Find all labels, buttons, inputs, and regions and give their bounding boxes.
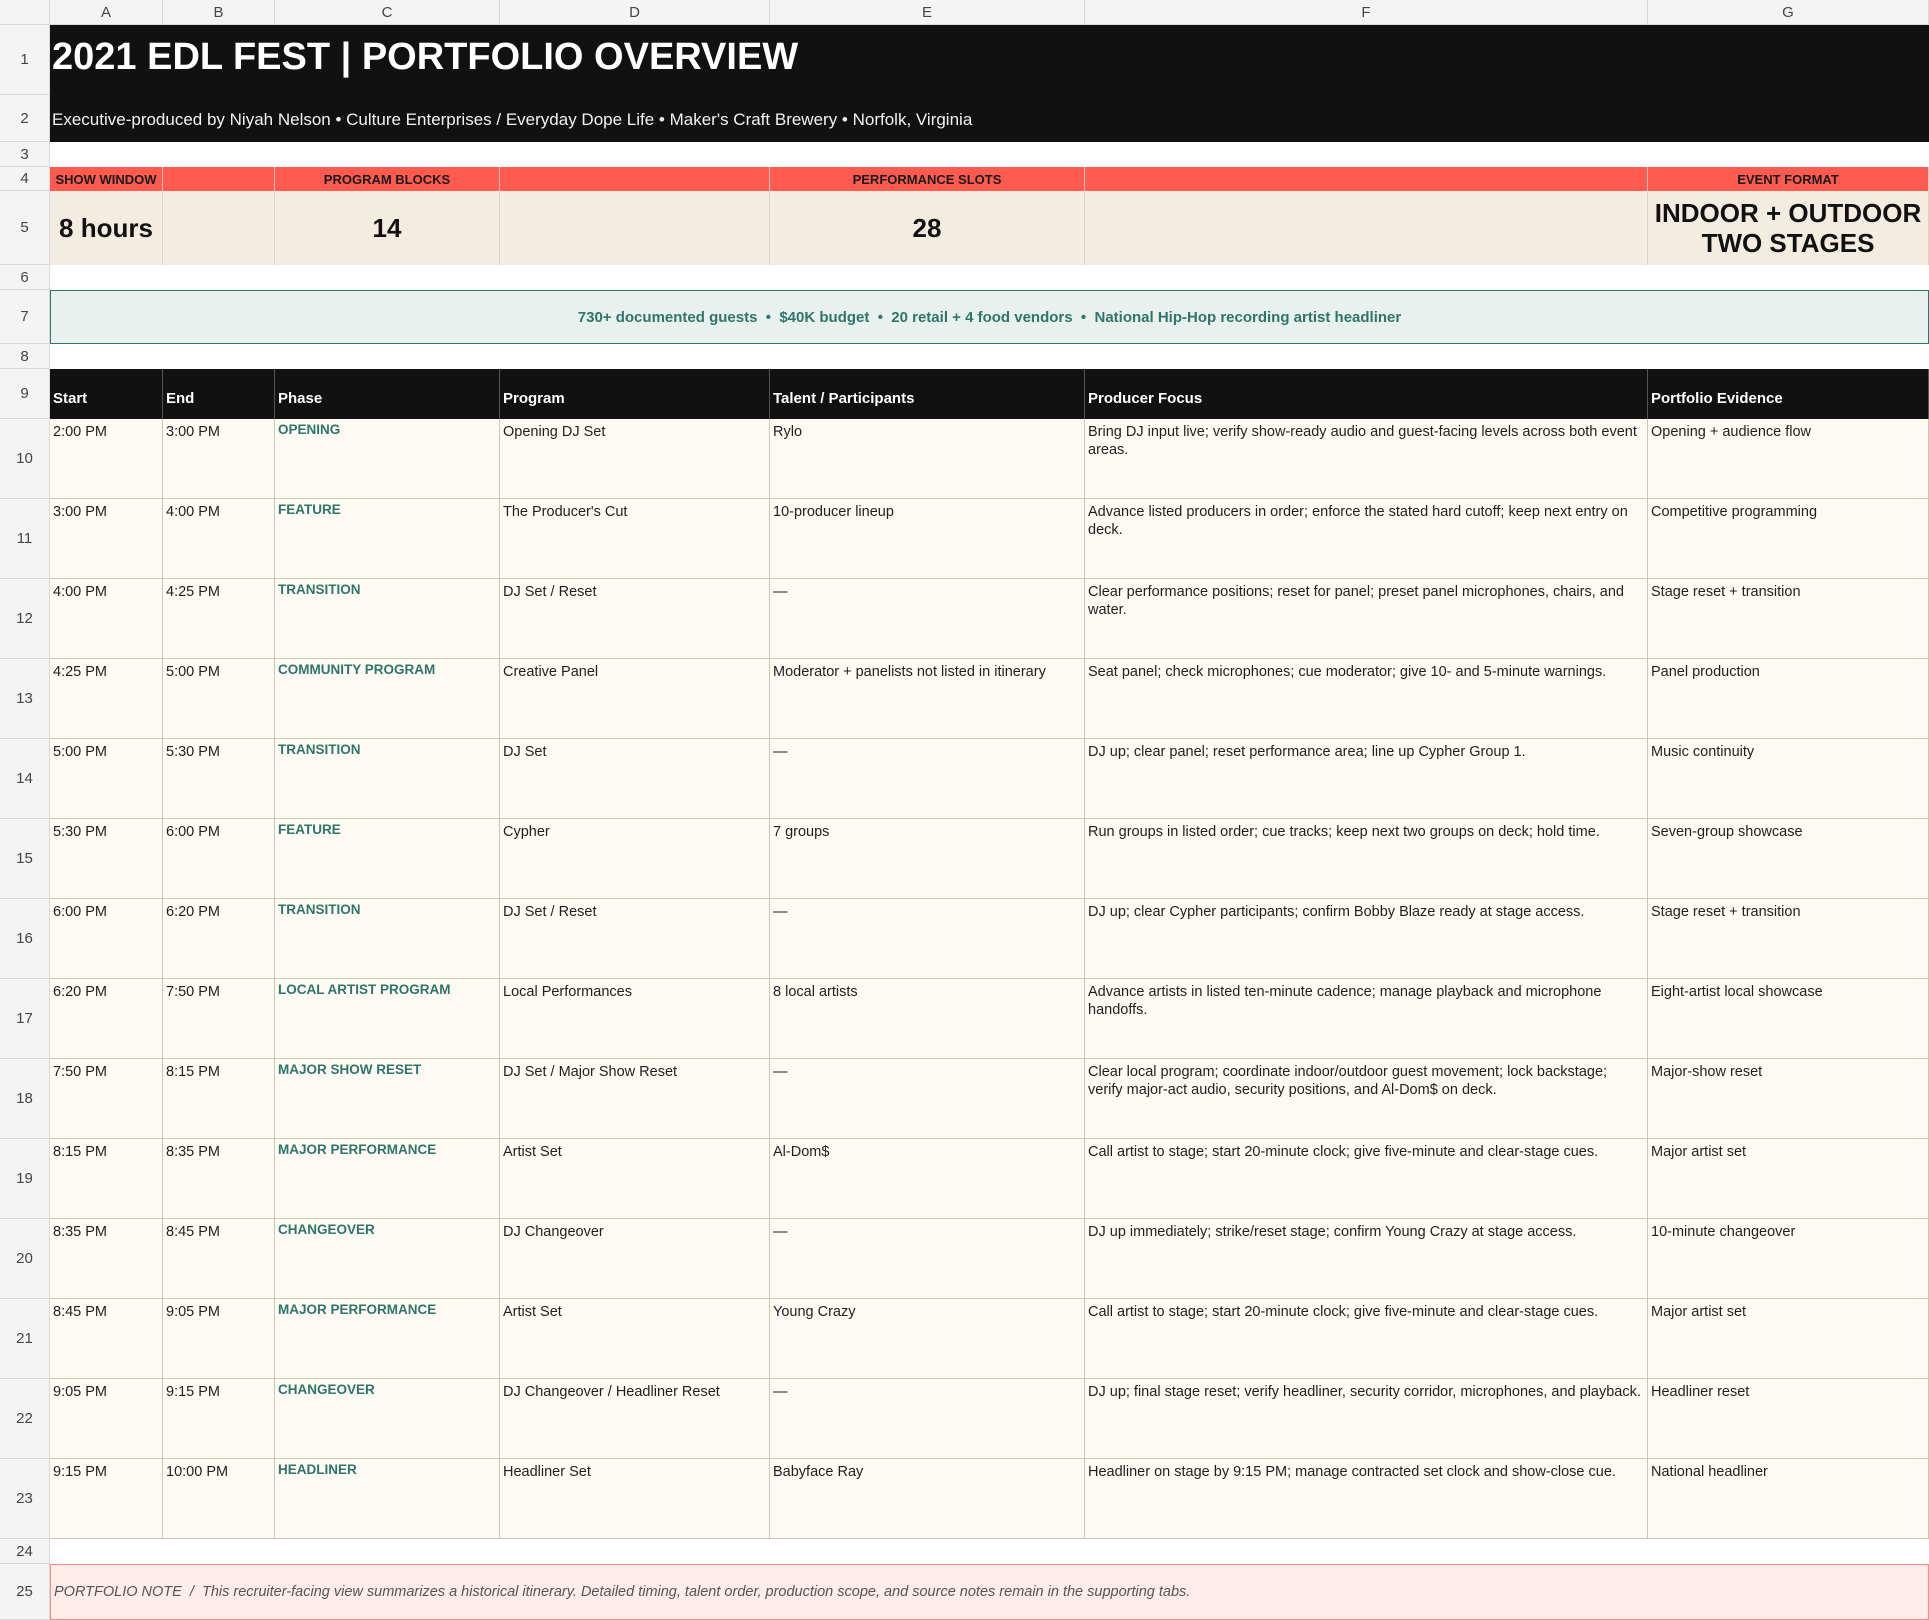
table-cell-focus[interactable]: Call artist to stage; start 20-minute clock; give five-minute and clear-stage cues. [1085, 1299, 1648, 1379]
table-cell-start[interactable]: 3:00 PM [50, 499, 163, 579]
table-cell-program[interactable]: DJ Set / Major Show Reset [500, 1059, 770, 1139]
table-cell-talent[interactable]: Rylo [770, 419, 1085, 499]
table-cell-evidence[interactable]: 10-minute changeover [1648, 1219, 1929, 1299]
table-cell-start[interactable]: 4:00 PM [50, 579, 163, 659]
table-cell-start[interactable]: 9:05 PM [50, 1379, 163, 1459]
table-cell-end[interactable]: 8:35 PM [163, 1139, 275, 1219]
table-cell-program[interactable]: Headliner Set [500, 1459, 770, 1539]
row-header[interactable]: 21 [0, 1299, 50, 1379]
row-header[interactable]: 25 [0, 1564, 50, 1620]
table-cell-program[interactable]: Artist Set [500, 1139, 770, 1219]
table-cell-focus[interactable]: Advance artists in listed ten-minute cadence; manage playback and microphone handoffs. [1085, 979, 1648, 1059]
row-header[interactable]: 5 [0, 191, 50, 265]
kpi-label-spacer[interactable] [500, 167, 770, 191]
portfolio-note[interactable]: PORTFOLIO NOTE / This recruiter-facing view summarizes a historical itinerary. Detailed timing, talent order, production scope, and source notes remain in the supporting tabs. [50, 1564, 1929, 1620]
table-cell-start[interactable]: 5:00 PM [50, 739, 163, 819]
table-cell-end[interactable]: 6:20 PM [163, 899, 275, 979]
column-header-c[interactable]: C [275, 0, 500, 25]
row-header[interactable]: 20 [0, 1219, 50, 1299]
table-cell-end[interactable]: 9:05 PM [163, 1299, 275, 1379]
table-cell-focus[interactable]: Clear performance positions; reset for panel; preset panel microphones, chairs, and water. [1085, 579, 1648, 659]
table-cell-start[interactable]: 6:00 PM [50, 899, 163, 979]
table-cell-end[interactable]: 10:00 PM [163, 1459, 275, 1539]
table-cell-evidence[interactable]: Eight-artist local showcase [1648, 979, 1929, 1059]
kpi-value-spacer[interactable] [1085, 191, 1648, 265]
kpi-label-program-blocks[interactable]: PROGRAM BLOCKS [275, 167, 500, 191]
table-cell-start[interactable]: 2:00 PM [50, 419, 163, 499]
table-cell-evidence[interactable]: Competitive programming [1648, 499, 1929, 579]
table-cell-phase[interactable]: FEATURE [275, 499, 500, 579]
row-header[interactable]: 7 [0, 290, 50, 344]
event-format-line1: INDOOR + OUTDOOR [1654, 198, 1922, 228]
table-cell-talent[interactable]: Moderator + panelists not listed in itinerary [770, 659, 1085, 739]
table-cell-focus[interactable]: Advance listed producers in order; enforce the stated hard cutoff; keep next entry on deck. [1085, 499, 1648, 579]
table-cell-end[interactable]: 5:30 PM [163, 739, 275, 819]
table-cell-start[interactable]: 4:25 PM [50, 659, 163, 739]
table-cell-start[interactable]: 7:50 PM [50, 1059, 163, 1139]
table-cell-phase[interactable]: HEADLINER [275, 1459, 500, 1539]
table-cell-focus[interactable]: Call artist to stage; start 20-minute clock; give five-minute and clear-stage cues. [1085, 1139, 1648, 1219]
column-header-b[interactable]: B [163, 0, 275, 25]
row-header[interactable]: 19 [0, 1139, 50, 1219]
table-cell-focus[interactable]: DJ up; clear Cypher participants; confirm Bobby Blaze ready at stage access. [1085, 899, 1648, 979]
table-cell-talent[interactable]: — [770, 899, 1085, 979]
table-cell-focus[interactable]: Headliner on stage by 9:15 PM; manage contracted set clock and show-close cue. [1085, 1459, 1648, 1539]
table-cell-focus[interactable]: Run groups in listed order; cue tracks; keep next two groups on deck; hold time. [1085, 819, 1648, 899]
table-cell-evidence[interactable]: Major artist set [1648, 1139, 1929, 1219]
table-cell-end[interactable]: 5:00 PM [163, 659, 275, 739]
column-title[interactable]: Producer Focus [1085, 369, 1648, 419]
table-cell-end[interactable]: 6:00 PM [163, 819, 275, 899]
table-cell-evidence[interactable]: Seven-group showcase [1648, 819, 1929, 899]
table-cell-phase[interactable]: TRANSITION [275, 739, 500, 819]
row-header[interactable]: 12 [0, 579, 50, 659]
column-header-a[interactable]: A [50, 0, 163, 25]
table-cell-focus[interactable]: Seat panel; check microphones; cue moderator; give 10- and 5-minute warnings. [1085, 659, 1648, 739]
table-cell-start[interactable]: 8:45 PM [50, 1299, 163, 1379]
event-format-line2: TWO STAGES [1701, 228, 1875, 258]
table-cell-phase[interactable]: TRANSITION [275, 579, 500, 659]
table-cell-talent[interactable]: — [770, 1059, 1085, 1139]
row-header[interactable]: 6 [0, 265, 50, 290]
column-header-f[interactable]: F [1085, 0, 1648, 25]
table-cell-talent[interactable]: 7 groups [770, 819, 1085, 899]
kpi-value-performance-slots[interactable]: 28 [770, 191, 1085, 265]
table-cell-talent[interactable]: 8 local artists [770, 979, 1085, 1059]
column-title[interactable]: Portfolio Evidence [1648, 369, 1929, 419]
row-header[interactable]: 23 [0, 1459, 50, 1539]
kpi-label-spacer[interactable] [163, 167, 275, 191]
table-cell-program[interactable]: DJ Set [500, 739, 770, 819]
kpi-label-performance-slots[interactable]: PERFORMANCE SLOTS [770, 167, 1085, 191]
table-cell-end[interactable]: 4:25 PM [163, 579, 275, 659]
table-cell-talent[interactable]: — [770, 1219, 1085, 1299]
table-cell-evidence[interactable]: National headliner [1648, 1459, 1929, 1539]
table-cell-talent[interactable]: — [770, 1379, 1085, 1459]
row-header[interactable]: 1 [0, 25, 50, 95]
column-title[interactable]: Talent / Participants [770, 369, 1085, 419]
column-header-g[interactable]: G [1648, 0, 1929, 25]
table-cell-phase[interactable]: MAJOR SHOW RESET [275, 1059, 500, 1139]
table-cell-program[interactable]: Artist Set [500, 1299, 770, 1379]
page-subtitle[interactable]: Executive-produced by Niyah Nelson • Culture Enterprises / Everyday Dope Life • Maker's Craft Brewery • Norfolk, Virginia [52, 110, 973, 129]
column-title[interactable]: Start [50, 369, 163, 419]
row-header[interactable]: 3 [0, 142, 50, 167]
table-cell-end[interactable]: 4:00 PM [163, 499, 275, 579]
table-cell-program[interactable]: The Producer's Cut [500, 499, 770, 579]
table-cell-phase[interactable]: CHANGEOVER [275, 1379, 500, 1459]
table-cell-program[interactable]: Opening DJ Set [500, 419, 770, 499]
table-cell-evidence[interactable]: Headliner reset [1648, 1379, 1929, 1459]
table-cell-phase[interactable]: TRANSITION [275, 899, 500, 979]
table-cell-phase[interactable]: LOCAL ARTIST PROGRAM [275, 979, 500, 1059]
kpi-value-program-blocks[interactable]: 14 [275, 191, 500, 265]
select-all-corner[interactable] [0, 0, 50, 25]
table-cell-end[interactable]: 8:15 PM [163, 1059, 275, 1139]
table-cell-talent[interactable]: Babyface Ray [770, 1459, 1085, 1539]
row-header[interactable]: 11 [0, 499, 50, 579]
row-header[interactable]: 24 [0, 1539, 50, 1564]
table-cell-program[interactable]: DJ Set / Reset [500, 579, 770, 659]
table-cell-phase[interactable]: FEATURE [275, 819, 500, 899]
row-header[interactable]: 2 [0, 95, 50, 142]
kpi-value-show-window[interactable]: 8 hours [50, 191, 163, 265]
table-cell-evidence[interactable]: Opening + audience flow [1648, 419, 1929, 499]
table-cell-end[interactable]: 3:00 PM [163, 419, 275, 499]
table-cell-focus[interactable]: Clear local program; coordinate indoor/outdoor guest movement; lock backstage; verify major-act audio, security positions, and Al-Dom$ on deck. [1085, 1059, 1648, 1139]
table-cell-program[interactable]: DJ Set / Reset [500, 899, 770, 979]
table-cell-phase[interactable]: MAJOR PERFORMANCE [275, 1139, 500, 1219]
table-cell-program[interactable]: DJ Changeover [500, 1219, 770, 1299]
table-cell-start[interactable]: 6:20 PM [50, 979, 163, 1059]
table-cell-talent[interactable]: Al-Dom$ [770, 1139, 1085, 1219]
kpi-label-show-window[interactable]: SHOW WINDOW [50, 167, 163, 191]
table-cell-start[interactable]: 5:30 PM [50, 819, 163, 899]
table-cell-end[interactable]: 7:50 PM [163, 979, 275, 1059]
table-cell-start[interactable]: 8:35 PM [50, 1219, 163, 1299]
kpi-label-spacer[interactable] [1085, 167, 1648, 191]
table-cell-evidence[interactable]: Major-show reset [1648, 1059, 1929, 1139]
row-header[interactable]: 14 [0, 739, 50, 819]
table-cell-evidence[interactable]: Panel production [1648, 659, 1929, 739]
table-cell-focus[interactable]: DJ up; final stage reset; verify headliner, security corridor, microphones, and playback. [1085, 1379, 1648, 1459]
table-cell-evidence[interactable]: Stage reset + transition [1648, 579, 1929, 659]
table-cell-phase[interactable]: CHANGEOVER [275, 1219, 500, 1299]
table-cell-start[interactable]: 9:15 PM [50, 1459, 163, 1539]
row-header[interactable]: 13 [0, 659, 50, 739]
column-title[interactable]: Program [500, 369, 770, 419]
column-title[interactable]: Phase [275, 369, 500, 419]
row-header[interactable]: 10 [0, 419, 50, 499]
row-header[interactable]: 9 [0, 369, 50, 419]
table-cell-start[interactable]: 8:15 PM [50, 1139, 163, 1219]
column-title[interactable]: End [163, 369, 275, 419]
table-cell-program[interactable]: Local Performances [500, 979, 770, 1059]
row-header[interactable]: 22 [0, 1379, 50, 1459]
column-header-e[interactable]: E [770, 0, 1085, 25]
table-cell-program[interactable]: Cypher [500, 819, 770, 899]
kpi-value-event-format[interactable] [1648, 191, 1929, 265]
table-cell-program[interactable]: DJ Changeover / Headliner Reset [500, 1379, 770, 1459]
table-cell-phase[interactable]: OPENING [275, 419, 500, 499]
table-cell-talent[interactable]: Young Crazy [770, 1299, 1085, 1379]
kpi-label-event-format[interactable]: EVENT FORMAT [1648, 167, 1929, 191]
table-cell-evidence[interactable]: Music continuity [1648, 739, 1929, 819]
table-cell-evidence[interactable]: Stage reset + transition [1648, 899, 1929, 979]
table-cell-end[interactable]: 9:15 PM [163, 1379, 275, 1459]
table-cell-talent[interactable]: 10-producer lineup [770, 499, 1085, 579]
summary-banner[interactable]: 730+ documented guests • $40K budget • 20 retail + 4 food vendors • National Hip-Hop recording artist headliner [50, 290, 1929, 344]
table-cell-program[interactable]: Creative Panel [500, 659, 770, 739]
table-cell-focus[interactable]: Bring DJ input live; verify show-ready audio and guest-facing levels across both event areas. [1085, 419, 1648, 499]
table-cell-focus[interactable]: DJ up immediately; strike/reset stage; confirm Young Crazy at stage access. [1085, 1219, 1648, 1299]
table-cell-phase[interactable]: COMMUNITY PROGRAM [275, 659, 500, 739]
row-header[interactable]: 15 [0, 819, 50, 899]
kpi-value-spacer[interactable] [163, 191, 275, 265]
page-title[interactable]: 2021 EDL FEST | PORTFOLIO OVERVIEW [52, 36, 799, 78]
table-cell-talent[interactable]: — [770, 739, 1085, 819]
row-header[interactable]: 8 [0, 344, 50, 369]
column-header-d[interactable]: D [500, 0, 770, 25]
kpi-value-spacer[interactable] [500, 191, 770, 265]
row-header[interactable]: 16 [0, 899, 50, 979]
table-cell-talent[interactable]: — [770, 579, 1085, 659]
table-cell-evidence[interactable]: Major artist set [1648, 1299, 1929, 1379]
row-header[interactable]: 4 [0, 167, 50, 191]
table-cell-phase[interactable]: MAJOR PERFORMANCE [275, 1299, 500, 1379]
table-cell-end[interactable]: 8:45 PM [163, 1219, 275, 1299]
table-cell-focus[interactable]: DJ up; clear panel; reset performance area; line up Cypher Group 1. [1085, 739, 1648, 819]
row-header[interactable]: 17 [0, 979, 50, 1059]
row-header[interactable]: 18 [0, 1059, 50, 1139]
